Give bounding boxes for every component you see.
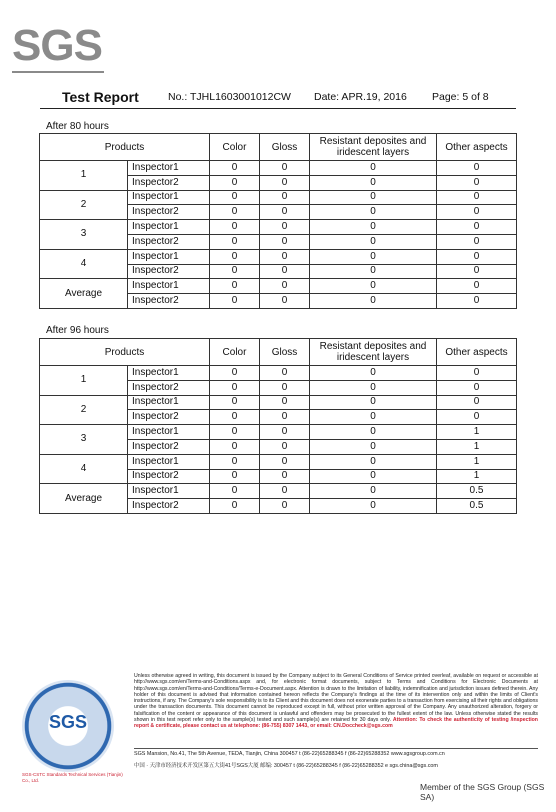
other-aspects-cell: 1 <box>437 439 517 454</box>
color-cell: 0 <box>210 294 260 309</box>
gloss-cell: 0 <box>260 425 310 440</box>
inspector-cell: Inspector2 <box>128 469 210 484</box>
resistant-cell: 0 <box>310 380 437 395</box>
other-aspects-cell: 1 <box>437 425 517 440</box>
table-row <box>40 249 517 264</box>
inspector-cell: Inspector1 <box>128 161 210 176</box>
inspector-cell: Inspector1 <box>128 454 210 469</box>
color-cell: 0 <box>210 220 260 235</box>
color-cell: 0 <box>210 190 260 205</box>
color-cell: 0 <box>210 499 260 514</box>
section-label-96-hours: After 96 hours <box>46 325 109 336</box>
gloss-cell: 0 <box>260 454 310 469</box>
gloss-cell: 0 <box>260 395 310 410</box>
gloss-cell: 0 <box>260 366 310 381</box>
resistant-cell: 0 <box>310 439 437 454</box>
other-aspects-cell: 0 <box>437 161 517 176</box>
address-chinese: 中国 · 天津市经济技术开发区第五大街41号SGS大厦 邮编: 300457 t (86-22)65288345 f (86-22)65288352 e sgs.china@sgs.com <box>134 763 438 769</box>
resistant-cell: 0 <box>310 366 437 381</box>
results-table-96-hours <box>39 338 517 514</box>
color-cell: 0 <box>210 279 260 294</box>
gloss-cell: 0 <box>260 190 310 205</box>
product-cell: 4 <box>40 249 128 279</box>
other-aspects-cell: 1 <box>437 469 517 484</box>
product-cell: 3 <box>40 220 128 250</box>
resistant-cell: 0 <box>310 249 437 264</box>
table-header-row <box>40 339 517 366</box>
col-header-gloss: Gloss <box>260 134 310 161</box>
product-cell: Average <box>40 484 128 514</box>
address-english: SGS Mansion, No.41, The 5th Avenue, TEDA, Tianjin, China 300457 t (86-22)65288345 f (86-22)65288352 www.sgsgroup.com.cn <box>134 751 445 757</box>
table-header-row <box>40 134 517 161</box>
gloss-cell: 0 <box>260 234 310 249</box>
gloss-cell: 0 <box>260 249 310 264</box>
other-aspects-cell: 0.5 <box>437 484 517 499</box>
inspector-cell: Inspector2 <box>128 439 210 454</box>
section-label-80-hours: After 80 hours <box>46 121 109 132</box>
seal-text: SGS <box>48 712 87 732</box>
col-header-other: Other aspects <box>437 339 517 366</box>
product-cell: 1 <box>40 161 128 191</box>
color-cell: 0 <box>210 234 260 249</box>
gloss-cell: 0 <box>260 220 310 235</box>
other-aspects-cell: 0 <box>437 294 517 309</box>
resistant-cell: 0 <box>310 161 437 176</box>
inspector-cell: Inspector2 <box>128 294 210 309</box>
product-cell: 1 <box>40 366 128 396</box>
attention-note: Attention: To check the authenticity of testing /inspection report & certificate, please contact us at telephone: (86-755) 8307 1443, or email: CN.Doccheck@sgs.com <box>134 717 538 730</box>
other-aspects-cell: 1 <box>437 454 517 469</box>
product-cell: Average <box>40 279 128 309</box>
color-cell: 0 <box>210 249 260 264</box>
inspector-cell: Inspector2 <box>128 499 210 514</box>
seal-caption: SGS-CSTC Standards Technical Services (Tianjin) Co., Ltd. <box>22 772 123 783</box>
gloss-cell: 0 <box>260 279 310 294</box>
gloss-cell: 0 <box>260 161 310 176</box>
col-header-gloss: Gloss <box>260 339 310 366</box>
report-date: Date: APR.19, 2016 <box>314 91 407 103</box>
col-header-resistant: Resistant deposites and iridescent layers <box>310 339 437 366</box>
color-cell: 0 <box>210 484 260 499</box>
color-cell: 0 <box>210 205 260 220</box>
results-table-80-hours <box>39 133 517 309</box>
col-header-other: Other aspects <box>437 134 517 161</box>
gloss-cell: 0 <box>260 205 310 220</box>
other-aspects-cell: 0 <box>437 410 517 425</box>
logo-text: SGS <box>12 21 102 70</box>
footer-divider <box>134 748 538 749</box>
product-cell: 3 <box>40 425 128 455</box>
gloss-cell: 0 <box>260 484 310 499</box>
table-row <box>40 366 517 381</box>
resistant-cell: 0 <box>310 395 437 410</box>
header-divider <box>40 108 516 109</box>
gloss-cell: 0 <box>260 294 310 309</box>
report-title: Test Report <box>62 89 139 105</box>
color-cell: 0 <box>210 175 260 190</box>
resistant-cell: 0 <box>310 484 437 499</box>
other-aspects-cell: 0 <box>437 175 517 190</box>
table-row <box>40 395 517 410</box>
sgs-logo <box>12 22 102 70</box>
table-row <box>40 190 517 205</box>
color-cell: 0 <box>210 264 260 279</box>
inspector-cell: Inspector2 <box>128 264 210 279</box>
gloss-cell: 0 <box>260 410 310 425</box>
resistant-cell: 0 <box>310 175 437 190</box>
inspector-cell: Inspector1 <box>128 395 210 410</box>
inspector-cell: Inspector2 <box>128 175 210 190</box>
inspector-cell: Inspector1 <box>128 484 210 499</box>
resistant-cell: 0 <box>310 279 437 294</box>
logo-underline <box>12 71 104 73</box>
table-row <box>40 161 517 176</box>
other-aspects-cell: 0 <box>437 190 517 205</box>
col-header-color: Color <box>210 134 260 161</box>
col-header-resistant: Resistant deposites and iridescent layers <box>310 134 437 161</box>
inspector-cell: Inspector1 <box>128 190 210 205</box>
gloss-cell: 0 <box>260 439 310 454</box>
resistant-cell: 0 <box>310 190 437 205</box>
color-cell: 0 <box>210 425 260 440</box>
resistant-cell: 0 <box>310 499 437 514</box>
resistant-cell: 0 <box>310 264 437 279</box>
member-note: Member of the SGS Group (SGS SA) <box>420 782 545 802</box>
gloss-cell: 0 <box>260 499 310 514</box>
table-row <box>40 454 517 469</box>
table-row <box>40 484 517 499</box>
other-aspects-cell: 0 <box>437 220 517 235</box>
other-aspects-cell: 0 <box>437 366 517 381</box>
resistant-cell: 0 <box>310 234 437 249</box>
gloss-cell: 0 <box>260 264 310 279</box>
disclaimer-body: Unless otherwise agreed in writing, this document is issued by the Company subject to its General Conditions of Service printed overleaf, available on request or accessible at http://www.sgs.com/en/Terms-and-Conditions.aspx and, for electronic format documents, subject to Terms and Conditions for Electronic Documents at http://www.sgs.com/en/Terms-and-Conditions/Terms-e-Document.aspx. Attention is drawn to the limitation of liability, indemnification and jurisdiction issues defined therein. Any holder of this document is advised that information contained hereon reflects the Company's findings at the time of its intervention only and within the limits of Client's instructions, if any. The Company's sole responsibility is to its Client and this document does not exonerate parties to a transaction from exercising all their rights and obligations under the transaction documents. This document cannot be reproduced except in full, without prior written approval of the Company. Any unauthorized alteration, forgery or falsification of the content or appearance of this document is unlawful and offenders may be prosecuted to the fullest extent of the law. Unless otherwise stated the results shown in this test report refer only to the sample(s) tested and such sample(s) are retained for 30 days only. <box>134 673 538 724</box>
inspector-cell: Inspector1 <box>128 249 210 264</box>
inspector-cell: Inspector2 <box>128 234 210 249</box>
table-row <box>40 425 517 440</box>
color-cell: 0 <box>210 439 260 454</box>
other-aspects-cell: 0 <box>437 279 517 294</box>
gloss-cell: 0 <box>260 469 310 484</box>
color-cell: 0 <box>210 469 260 484</box>
resistant-cell: 0 <box>310 454 437 469</box>
other-aspects-cell: 0 <box>437 264 517 279</box>
col-header-color: Color <box>210 339 260 366</box>
page-number: Page: 5 of 8 <box>432 91 489 103</box>
resistant-cell: 0 <box>310 205 437 220</box>
product-cell: 2 <box>40 190 128 220</box>
disclaimer-text <box>134 673 538 730</box>
inspector-cell: Inspector1 <box>128 425 210 440</box>
col-header-products: Products <box>40 339 210 366</box>
other-aspects-cell: 0 <box>437 234 517 249</box>
resistant-cell: 0 <box>310 294 437 309</box>
other-aspects-cell: 0 <box>437 380 517 395</box>
resistant-cell: 0 <box>310 220 437 235</box>
color-cell: 0 <box>210 161 260 176</box>
col-header-products: Products <box>40 134 210 161</box>
resistant-cell: 0 <box>310 410 437 425</box>
color-cell: 0 <box>210 366 260 381</box>
color-cell: 0 <box>210 454 260 469</box>
other-aspects-cell: 0 <box>437 249 517 264</box>
product-cell: 2 <box>40 395 128 425</box>
inspector-cell: Inspector2 <box>128 410 210 425</box>
color-cell: 0 <box>210 410 260 425</box>
resistant-cell: 0 <box>310 469 437 484</box>
resistant-cell: 0 <box>310 425 437 440</box>
report-number: No.: TJHL1603001012CW <box>168 91 291 103</box>
color-cell: 0 <box>210 395 260 410</box>
inspector-cell: Inspector1 <box>128 220 210 235</box>
gloss-cell: 0 <box>260 380 310 395</box>
color-cell: 0 <box>210 380 260 395</box>
gloss-cell: 0 <box>260 175 310 190</box>
inspector-cell: Inspector2 <box>128 380 210 395</box>
other-aspects-cell: 0 <box>437 395 517 410</box>
inspector-cell: Inspector2 <box>128 205 210 220</box>
table-row <box>40 279 517 294</box>
table-row <box>40 220 517 235</box>
other-aspects-cell: 0.5 <box>437 499 517 514</box>
other-aspects-cell: 0 <box>437 205 517 220</box>
inspector-cell: Inspector1 <box>128 366 210 381</box>
product-cell: 4 <box>40 454 128 484</box>
inspector-cell: Inspector1 <box>128 279 210 294</box>
